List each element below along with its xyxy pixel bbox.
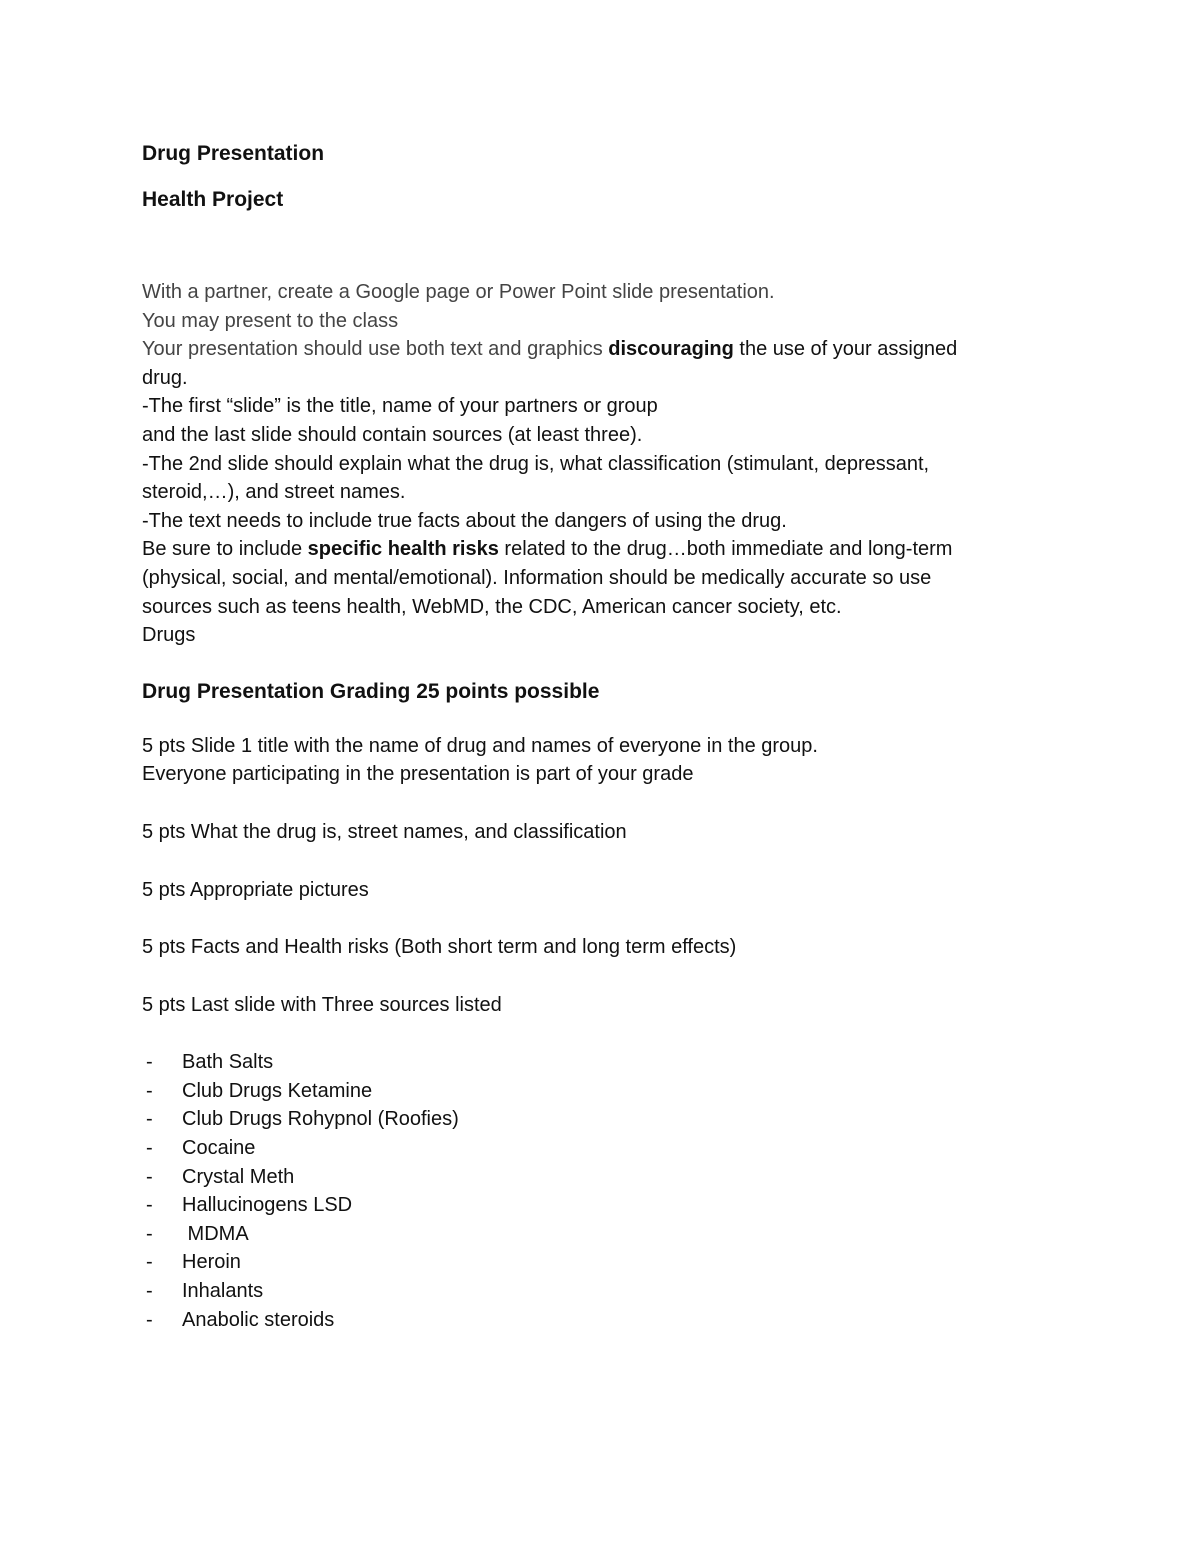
bullet-dash: - <box>146 1137 153 1160</box>
bullet-dash: - <box>146 1280 153 1303</box>
drug-name: Club Drugs Ketamine <box>182 1079 373 1102</box>
grading-rubric <box>142 732 1042 1020</box>
emphasis-text: discouraging <box>608 338 734 361</box>
grading-heading: Drug Presentation Grading 25 points possible <box>142 679 600 703</box>
drug-name: Heroin <box>182 1251 241 1274</box>
list-item <box>142 1134 1042 1163</box>
drug-name: Hallucinogens LSD <box>182 1194 353 1217</box>
drug-name: Cocaine <box>182 1137 256 1160</box>
instruction-line <box>142 535 1042 564</box>
list-item <box>142 1220 1042 1249</box>
bullet-dash: - <box>146 1194 153 1217</box>
bullet-dash: - <box>146 1308 153 1331</box>
emphasis-text: specific health risks <box>307 538 499 561</box>
instruction-text: Be sure to include <box>142 538 308 561</box>
bullet-dash: - <box>146 1051 153 1074</box>
list-item <box>142 1248 1042 1277</box>
drug-name: Anabolic steroids <box>182 1308 335 1331</box>
instruction-line: Drugs <box>142 624 196 647</box>
list-item <box>142 1191 1042 1220</box>
instruction-line: -The text needs to include true facts about the dangers of using the drug. <box>142 509 787 532</box>
list-item <box>142 1163 1042 1192</box>
bullet-dash: - <box>146 1222 153 1245</box>
instruction-line: steroid,…), and street names. <box>142 481 406 504</box>
bullet-dash: - <box>146 1165 153 1188</box>
rubric-item: 5 pts Slide 1 title with the name of drug and names of everyone in the group. <box>142 734 818 757</box>
list-item <box>142 1277 1042 1306</box>
instruction-line: and the last slide should contain sources (at least three). <box>142 423 643 446</box>
instruction-line: -The first “slide” is the title, name of your partners or group <box>142 395 658 418</box>
document-subtitle: Health Project <box>142 188 284 211</box>
rubric-item: 5 pts Facts and Health risks (Both short term and long term effects) <box>142 936 737 959</box>
list-item <box>142 1077 1042 1106</box>
instruction-line: sources such as teens health, WebMD, the CDC, American cancer society, etc. <box>142 595 842 618</box>
bullet-dash: - <box>146 1079 153 1102</box>
list-item <box>142 1105 1042 1134</box>
rubric-note: Everyone participating in the presentation is part of your grade <box>142 763 694 786</box>
instruction-line: With a partner, create a Google page or Power Point slide presentation. <box>142 281 775 303</box>
rubric-item: 5 pts What the drug is, street names, and classification <box>142 820 627 843</box>
document-page <box>142 140 1042 1334</box>
bullet-dash: - <box>146 1251 153 1274</box>
instruction-text: the use of your assigned <box>733 338 958 361</box>
rubric-item: 5 pts Last slide with Three sources listed <box>142 993 502 1016</box>
document-title: Drug Presentation <box>142 142 325 165</box>
drug-list <box>142 1048 1042 1334</box>
instructions-block <box>142 278 1042 650</box>
bullet-dash: - <box>146 1108 153 1131</box>
rubric-item: 5 pts Appropriate pictures <box>142 878 369 901</box>
instruction-line: You may present to the class <box>142 309 399 332</box>
instruction-line: drug. <box>142 366 188 389</box>
list-item <box>142 1048 1042 1077</box>
instruction-line <box>142 335 1042 364</box>
list-item <box>142 1306 1042 1335</box>
instruction-line: (physical, social, and mental/emotional). Information should be medically accurate so use <box>142 566 932 589</box>
instruction-text: Your presentation should use both text and graphics <box>142 338 609 361</box>
drug-name: MDMA <box>182 1222 249 1245</box>
drug-name: Bath Salts <box>182 1051 274 1074</box>
drug-name: Crystal Meth <box>182 1165 295 1188</box>
instruction-line: -The 2nd slide should explain what the drug is, what classification (stimulant, depressant, <box>142 452 930 475</box>
drug-name: Club Drugs Rohypnol (Roofies) <box>182 1108 459 1131</box>
instruction-text: related to the drug…both immediate and long-term <box>498 538 953 561</box>
drug-name: Inhalants <box>182 1280 264 1303</box>
